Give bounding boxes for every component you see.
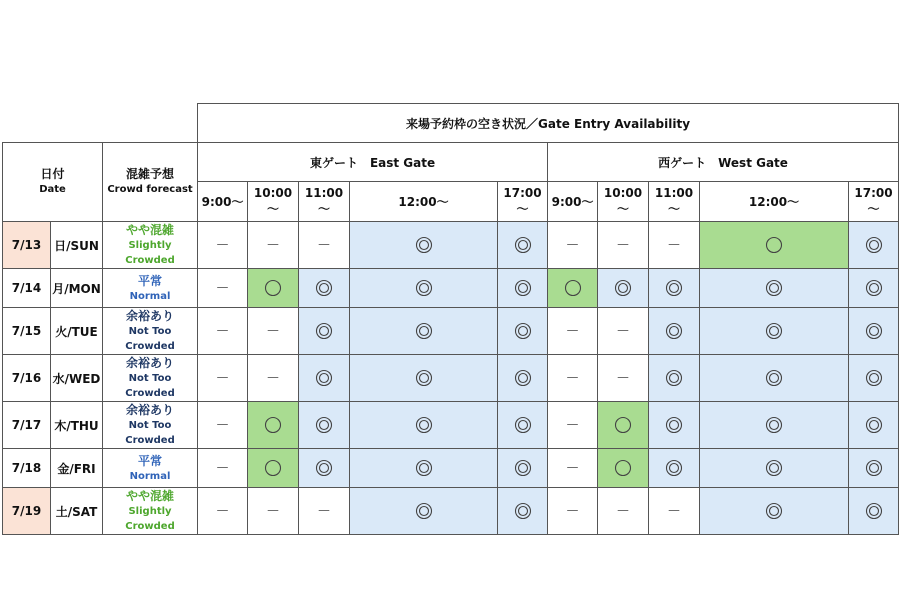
dash-icon: － — [266, 504, 281, 520]
crowd-forecast-cell — [103, 449, 198, 488]
crowd-forecast-jp: 余裕あり — [126, 356, 175, 370]
double-circle-icon — [498, 449, 548, 488]
double-circle-icon — [299, 355, 350, 402]
crowd-forecast-en: Slightly Crowded — [125, 506, 175, 532]
circle-icon — [248, 449, 299, 488]
time-slot-header-east: 17:00～ — [498, 182, 548, 222]
dash-icon — [248, 222, 299, 269]
time-slot-header-west: 12:00～ — [700, 182, 849, 222]
crowd-forecast-cell — [103, 402, 198, 449]
crowd-forecast-en: Slightly Crowded — [125, 240, 175, 266]
table-row — [3, 355, 899, 402]
time-slot-header-east: 12:00～ — [350, 182, 498, 222]
double-circle-icon — [498, 355, 548, 402]
double-circle-icon — [849, 488, 899, 535]
time-slot-header-west: 9:00～ — [548, 182, 598, 222]
crowd-forecast-en: Normal — [129, 290, 171, 302]
crowd-forecast-jp: 余裕あり — [126, 403, 175, 417]
double-circle-icon — [598, 269, 649, 308]
date-cell: 7/15 — [3, 308, 51, 355]
dash-icon: － — [616, 238, 631, 254]
table-title: 来場予約枠の空き状況／Gate Entry Availability — [198, 104, 899, 143]
double-circle-icon — [700, 269, 849, 308]
double-circle-icon — [849, 355, 899, 402]
dash-icon — [198, 222, 248, 269]
crowd-forecast-cell — [103, 269, 198, 308]
dash-icon — [548, 355, 598, 402]
circle-icon — [700, 222, 849, 269]
dash-icon: － — [317, 504, 332, 520]
double-circle-icon — [649, 269, 700, 308]
time-slot-header-east: 10:00～ — [248, 182, 299, 222]
weekday-cell: 金/FRI — [51, 449, 103, 488]
dash-icon — [248, 355, 299, 402]
crowd-forecast-cell — [103, 355, 198, 402]
double-circle-icon — [350, 222, 498, 269]
dash-icon: － — [565, 238, 580, 254]
double-circle-icon — [700, 402, 849, 449]
dash-icon — [598, 222, 649, 269]
double-circle-icon — [700, 308, 849, 355]
double-circle-icon — [649, 449, 700, 488]
double-circle-icon — [498, 222, 548, 269]
date-label-jp: 日付 — [40, 167, 65, 181]
date-cell: 7/18 — [3, 449, 51, 488]
time-slot-header-west: 11:00～ — [649, 182, 700, 222]
dash-icon — [598, 308, 649, 355]
double-circle-icon — [350, 308, 498, 355]
table-row — [3, 222, 899, 269]
dash-icon — [598, 488, 649, 535]
double-circle-icon — [700, 488, 849, 535]
double-circle-icon — [700, 449, 849, 488]
dash-icon — [198, 269, 248, 308]
date-cell: 7/13 — [3, 222, 51, 269]
east-gate-header: 東ゲート East Gate — [198, 143, 548, 182]
time-slot-header-east: 11:00～ — [299, 182, 350, 222]
double-circle-icon — [849, 402, 899, 449]
dash-icon: － — [215, 504, 230, 520]
dash-icon: － — [266, 324, 281, 340]
circle-icon — [598, 402, 649, 449]
double-circle-icon — [350, 449, 498, 488]
table-row — [3, 488, 899, 535]
dash-icon: － — [616, 371, 631, 387]
dash-icon: － — [667, 238, 682, 254]
dash-icon: － — [215, 418, 230, 434]
dash-icon — [198, 402, 248, 449]
double-circle-icon — [849, 449, 899, 488]
double-circle-icon — [849, 269, 899, 308]
table-row — [3, 449, 899, 488]
time-slot-header-east: 9:00～ — [198, 182, 248, 222]
double-circle-icon — [498, 402, 548, 449]
dash-icon: － — [266, 371, 281, 387]
circle-icon — [248, 269, 299, 308]
dash-icon: － — [667, 504, 682, 520]
crowd-forecast-cell — [103, 488, 198, 535]
dash-icon — [548, 222, 598, 269]
weekday-cell: 月/MON — [51, 269, 103, 308]
double-circle-icon — [299, 402, 350, 449]
dash-icon: － — [565, 418, 580, 434]
crowd-forecast-en: Not Too Crowded — [125, 420, 175, 446]
table-row — [3, 269, 899, 308]
weekday-cell: 日/SUN — [51, 222, 103, 269]
dash-icon — [548, 488, 598, 535]
west-gate-header: 西ゲート West Gate — [548, 143, 899, 182]
double-circle-icon — [498, 269, 548, 308]
dash-icon: － — [616, 504, 631, 520]
table-row — [3, 308, 899, 355]
crowd-forecast-jp: 平常 — [138, 273, 163, 288]
double-circle-icon — [498, 308, 548, 355]
time-slot-header-west: 10:00～ — [598, 182, 649, 222]
double-circle-icon — [700, 355, 849, 402]
double-circle-icon — [299, 308, 350, 355]
crowd-label-jp: 混雑予想 — [126, 167, 175, 181]
circle-icon — [248, 402, 299, 449]
dash-icon — [248, 308, 299, 355]
dash-icon — [548, 402, 598, 449]
dash-icon: － — [565, 461, 580, 477]
dash-icon: － — [215, 324, 230, 340]
dash-icon: － — [317, 238, 332, 254]
double-circle-icon — [498, 488, 548, 535]
crowd-forecast-jp: やや混雑 — [126, 489, 175, 503]
weekday-cell: 木/THU — [51, 402, 103, 449]
date-cell: 7/14 — [3, 269, 51, 308]
dash-icon — [649, 222, 700, 269]
dash-icon — [198, 449, 248, 488]
double-circle-icon — [299, 449, 350, 488]
double-circle-icon — [649, 402, 700, 449]
date-cell: 7/19 — [3, 488, 51, 535]
double-circle-icon — [849, 222, 899, 269]
double-circle-icon — [350, 269, 498, 308]
dash-icon — [299, 488, 350, 535]
double-circle-icon — [299, 269, 350, 308]
double-circle-icon — [649, 308, 700, 355]
weekday-cell: 水/WED — [51, 355, 103, 402]
date-cell: 7/17 — [3, 402, 51, 449]
dash-icon: － — [565, 371, 580, 387]
dash-icon — [598, 355, 649, 402]
crowd-label-en: Crowd forecast — [107, 184, 193, 195]
dash-icon: － — [616, 324, 631, 340]
dash-icon — [548, 308, 598, 355]
crowd-forecast-jp: やや混雑 — [126, 223, 175, 237]
dash-icon — [198, 355, 248, 402]
crowd-forecast-en: Not Too Crowded — [125, 373, 175, 399]
dash-icon: － — [215, 461, 230, 477]
table-row — [3, 402, 899, 449]
availability-table — [2, 103, 899, 535]
crowd-forecast-jp: 余裕あり — [126, 309, 175, 323]
time-slot-header-west: 17:00～ — [849, 182, 899, 222]
dash-icon — [299, 222, 350, 269]
crowd-forecast-en: Normal — [129, 470, 171, 482]
date-label-en: Date — [39, 184, 66, 195]
dash-icon: － — [565, 504, 580, 520]
dash-icon: － — [215, 281, 230, 297]
dash-icon — [248, 488, 299, 535]
dash-icon: － — [215, 238, 230, 254]
crowd-forecast-cell — [103, 308, 198, 355]
double-circle-icon — [350, 488, 498, 535]
date-cell: 7/16 — [3, 355, 51, 402]
double-circle-icon — [350, 402, 498, 449]
crowd-forecast-cell — [103, 222, 198, 269]
dash-icon — [649, 488, 700, 535]
dash-icon: － — [266, 238, 281, 254]
crowd-forecast-jp: 平常 — [138, 453, 163, 468]
circle-icon — [598, 449, 649, 488]
dash-icon: － — [215, 371, 230, 387]
dash-icon — [198, 308, 248, 355]
date-column-header — [3, 143, 103, 222]
double-circle-icon — [849, 308, 899, 355]
dash-icon — [198, 488, 248, 535]
weekday-cell: 土/SAT — [51, 488, 103, 535]
double-circle-icon — [350, 355, 498, 402]
dash-icon — [548, 449, 598, 488]
double-circle-icon — [649, 355, 700, 402]
circle-icon — [548, 269, 598, 308]
crowd-forecast-en: Not Too Crowded — [125, 326, 175, 352]
crowd-forecast-column-header — [103, 143, 198, 222]
dash-icon: － — [565, 324, 580, 340]
weekday-cell: 火/TUE — [51, 308, 103, 355]
